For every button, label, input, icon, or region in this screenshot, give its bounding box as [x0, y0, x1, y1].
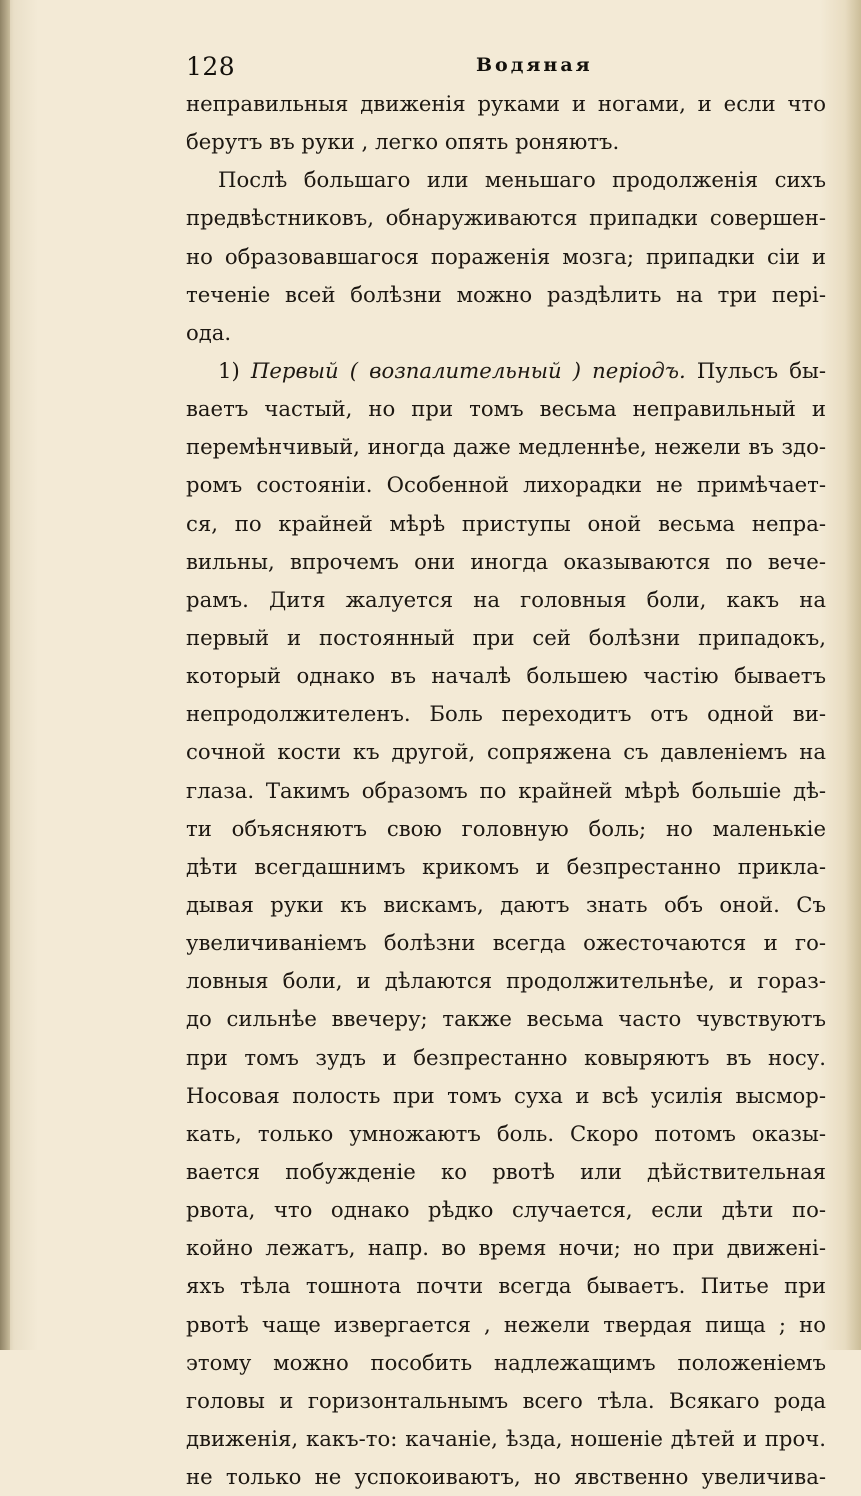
- period-heading-line: [186, 352, 826, 390]
- text-line: койно лежатъ, напр. во время ночи; но при движені-: [186, 1235, 826, 1261]
- text-line: ти объясняютъ свою головную боль; но маленькіе: [186, 815, 826, 841]
- period-number: 1): [218, 357, 240, 383]
- text-line: яхъ тѣла тошнота почти всегда бываетъ. Питье при: [186, 1273, 826, 1299]
- spine-shadow: [0, 0, 10, 1350]
- text-line: теченіе всей болѣзни можно раздѣлить на три пері-: [186, 281, 826, 307]
- text-line: сочной кости къ другой, сопряжена съ давленіемъ на: [186, 739, 826, 765]
- text-line: который однако въ началѣ большею частію бываетъ: [186, 663, 826, 689]
- text-line: движенія, какъ-то: качаніе, ѣзда, ношеніе дѣтей и проч.: [186, 1425, 826, 1451]
- text-line: предвѣстниковъ, обнаруживаются припадки совершен-: [186, 205, 826, 231]
- text-line: Послѣ большаго или меньшаго продолженія сихъ: [218, 167, 826, 193]
- text-line: дывая руки къ вискамъ, даютъ знать объ оной. Съ: [186, 891, 826, 917]
- page-number: 128: [186, 52, 236, 81]
- text-line: ваетъ частый, но при томъ весьма неправильный и: [186, 396, 826, 422]
- text-line: Носовая полость при томъ суха и всѣ усилія высмор-: [186, 1082, 826, 1108]
- page-header: [186, 52, 593, 86]
- text-line: кать, только умножаютъ боль. Скоро потомъ оказы-: [186, 1120, 826, 1146]
- text-line: дѣти всегдашнимъ крикомъ и безпрестанно прикла-: [186, 853, 826, 879]
- period-title: Первый ( возпалительный ) періодъ.: [250, 357, 686, 383]
- text-line: рамъ. Дитя жалуется на головныя боли, какъ на: [186, 586, 826, 612]
- text-line: но образовавшагося пораженія мозга; припадки сіи и: [186, 243, 826, 269]
- text-line: ромъ состояніи. Особенной лихорадки не примѣчает-: [186, 472, 826, 498]
- body-text: [186, 85, 826, 1496]
- text-line: головы и горизонтальнымъ всего тѣла. Всякаго рода: [186, 1387, 826, 1413]
- text-line: рвотѣ чаще извергается , нежели твердая пища ; но: [186, 1311, 826, 1337]
- text-line: непродолжителенъ. Боль переходитъ отъ одной ви-: [186, 701, 826, 727]
- text-line: увеличиваніемъ болѣзни всегда ожесточаются и го-: [186, 930, 826, 956]
- text-line: вается побужденіе ко рвотѣ или дѣйствительная: [186, 1158, 826, 1184]
- text-line: не только не успокоиваютъ, но явственно увеличива-: [186, 1464, 826, 1490]
- text-line: до сильнѣе ввечеру; также весьма часто чувствуютъ: [186, 1006, 826, 1032]
- text-line: глаза. Такимъ образомъ по крайней мѣрѣ большіе дѣ-: [186, 777, 826, 803]
- text-line: ся, по крайней мѣрѣ приступы оной весьма непра-: [186, 510, 826, 536]
- text-line: первый и постоянный при сей болѣзни припадокъ,: [186, 624, 826, 650]
- period-line-rest: Пульсъ бы-: [696, 357, 826, 383]
- text-line: этому можно пособить надлежащимъ положеніемъ: [186, 1349, 826, 1375]
- text-line: рвота, что однако рѣдко случается, если дѣти по-: [186, 1197, 826, 1223]
- text-line: при томъ зудъ и безпрестанно ковыряютъ въ носу.: [186, 1044, 826, 1070]
- text-line: берутъ въ руки , легко опять роняютъ.: [186, 129, 620, 155]
- text-line: ода.: [186, 319, 232, 345]
- text-line: вильны, впрочемъ они иногда оказываются по вече-: [186, 548, 826, 574]
- running-head: Водяная: [476, 54, 593, 76]
- text-line: неправильныя движенія руками и ногами, и если что: [186, 91, 826, 116]
- text-line: ловныя боли, и дѣлаются продолжительнѣе, и гораз-: [186, 968, 826, 994]
- text-line: перемѣнчивый, иногда даже медленнѣе, нежели въ здо-: [186, 434, 826, 460]
